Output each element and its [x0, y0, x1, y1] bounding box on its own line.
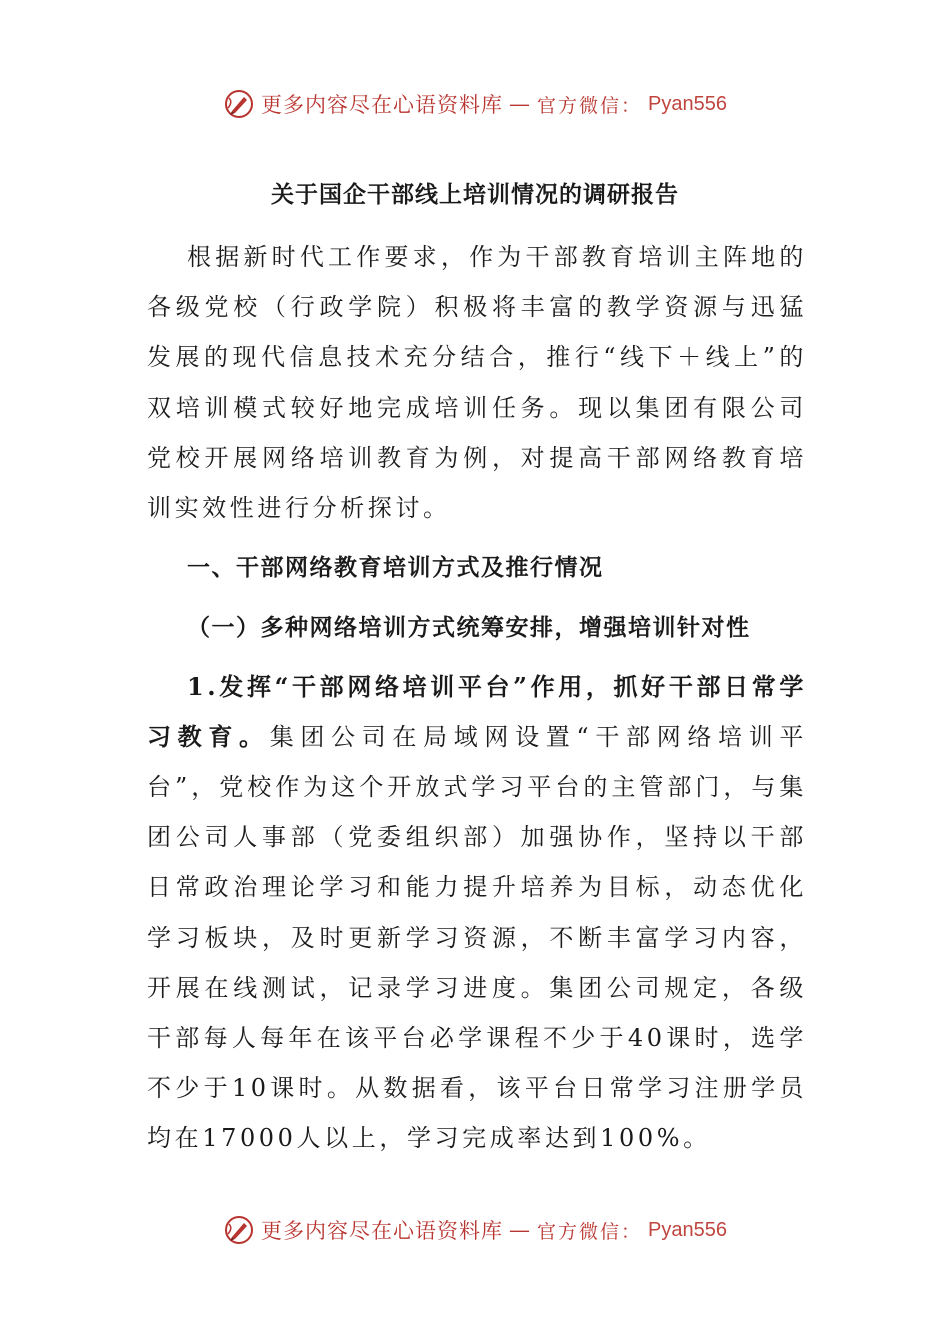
intro-paragraph: 根据新时代工作要求，作为干部教育培训主阵地的各级党校（行政学院）积极将丰富的教学资源与迅猛发展的现代信息技术充分结合，推行“线下＋线上”的双培训模式较好地完成培训任务。现以集团有限公司党校开展网络培训教育为例，对提高干部网络教育培训实效性进行分析探讨。	[147, 243, 807, 523]
watermark-brand-text: 更多内容尽在心语资料库	[261, 93, 503, 117]
watermark-banner-top	[0, 84, 950, 124]
pen-logo-icon	[223, 88, 255, 120]
point-1-body: 集团公司在局域网设置“干部网络培训平台”，党校作为这个开放式学习平台的主管部门，与集团公司人事部（党委组织部）加强协作，坚持以干部日常政治理论学习和能力提升培养为目标，动态优化学习板块，及时更新学习资源，不断丰富学习内容，开展在线测试，记录学习进度。集团公司规定，各级干部每人每年在该平台必学课程不少于40课时，选学不少于10课时。从数据看，该平台日常学习注册学员均在17000人以上，学习完成率达到100%。	[147, 722, 807, 1153]
point-1-lead: 1.发挥“干部网络培训平台”作用，抓好干部日常学习教育。	[147, 671, 807, 751]
watermark-wechat-id: Pyan556	[648, 92, 727, 115]
watermark-wechat-label: 官方微信：	[537, 94, 643, 117]
watermark-wechat-label: 官方微信：	[537, 1220, 643, 1243]
section-heading-1: 一、干部网络教育培训方式及推行情况	[187, 554, 604, 582]
watermark-separator: —	[509, 1218, 531, 1242]
watermark-separator: —	[509, 92, 531, 116]
watermark-brand-text: 更多内容尽在心语资料库	[261, 1219, 503, 1243]
document-title: 关于国企干部线上培训情况的调研报告	[271, 181, 679, 208]
subsection-heading-1: （一）多种网络培训方式统筹安排，增强培训针对性	[187, 614, 751, 642]
point-1-paragraph	[147, 662, 807, 1164]
pen-logo-icon	[223, 1214, 255, 1246]
document-body	[147, 232, 807, 1164]
watermark-banner-bottom	[0, 1210, 950, 1250]
watermark-wechat-id: Pyan556	[648, 1218, 727, 1241]
